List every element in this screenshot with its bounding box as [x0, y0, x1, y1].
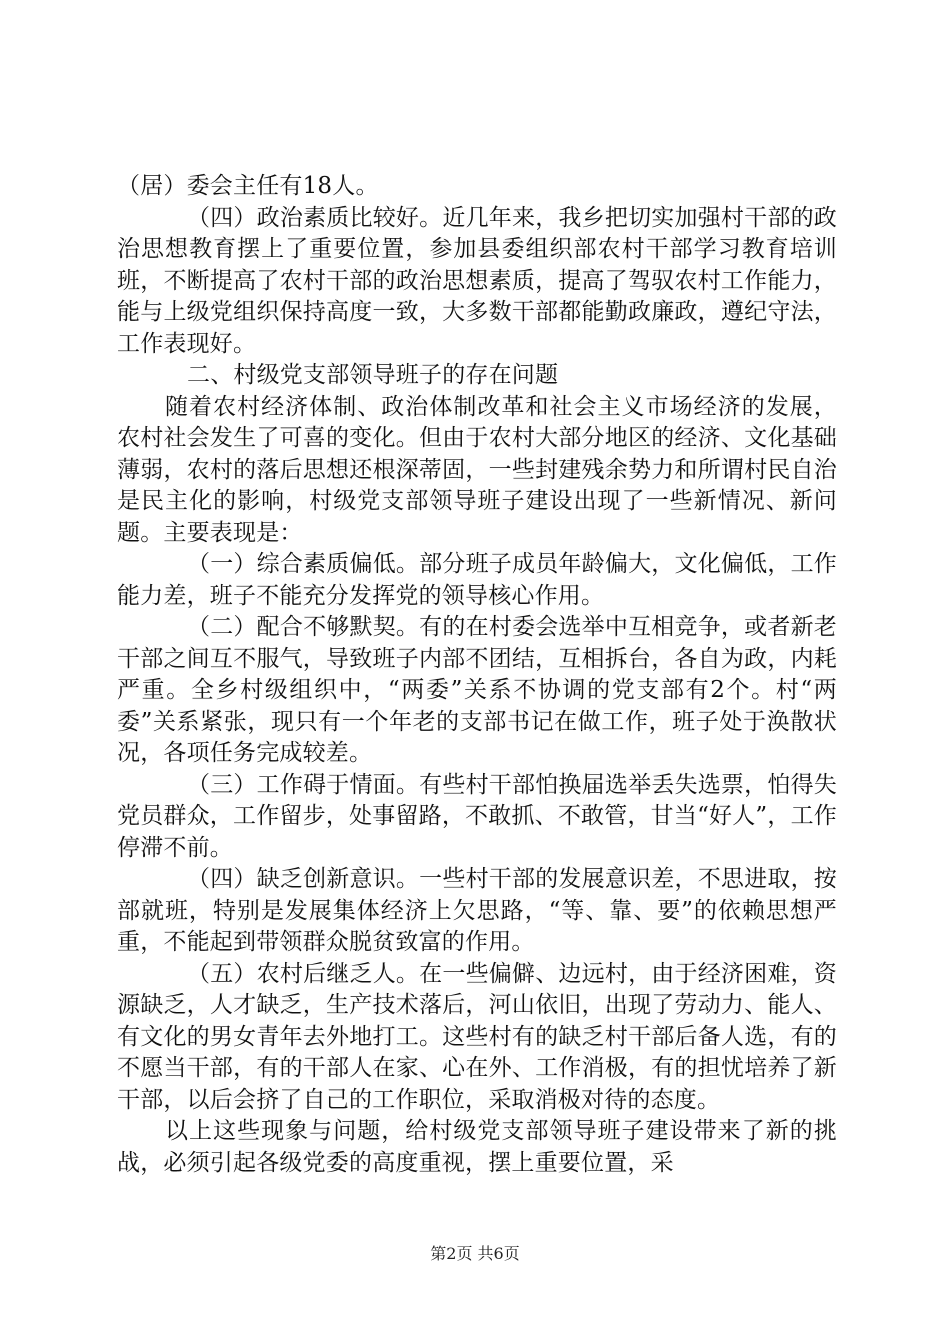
paragraph-background: 随着农村经济体制、政治体制改革和社会主义市场经济的发展，农村社会发生了可喜的变化。但由于农村大部分地区的经济、文化基础薄弱，农村的落后思想还根深蒂固，一些封建残余势力和所谓村民自治是民主化的影响，村级党支部领导班子建设出现了一些新情况、新问题。主要表现是：	[117, 393, 837, 546]
document-body	[117, 171, 837, 1179]
paragraph-summary: 以上这些现象与问题，给村级党支部领导班子建设带来了新的挑战，必须引起各级党委的高度重视，摆上重要位置，采	[117, 1118, 837, 1176]
paragraph-item-3: （三）工作碍于情面。有些村干部怕换届选举丢失选票，怕得失党员群众，工作留步，处事留路，不敢抓、不敢管，甘当“好人”，工作停滞不前。	[117, 771, 837, 861]
paragraph-political-quality: （四）政治素质比较好。近几年来，我乡把切实加强村干部的政治思想教育摆上了重要位置，参加县委组织部农村干部学习教育培训班，不断提高了农村干部的政治思想素质，提高了驾驭农村工作能力，能与上级党组织保持高度一致，大多数干部都能勤政廉政，遵纪守法，工作表现好。	[117, 204, 837, 357]
paragraph-item-1: （一）综合素质偏低。部分班子成员年龄偏大，文化偏低，工作能力差，班子不能充分发挥党的领导核心作用。	[117, 551, 837, 609]
paragraph-continuation: （居）委会主任有18人。	[117, 173, 379, 199]
paragraph-item-2: （二）配合不够默契。有的在村委会选举中互相竞争，或者新老干部之间互不服气，导致班子内部不团结，互相拆台，各自为政，内耗严重。全乡村级组织中，“两委”关系不协调的党支部有2个。村“两委”关系紧张，现只有一个年老的支部书记在做工作，班子处于涣散状况，各项任务完成较差。	[117, 614, 837, 766]
page-number-footer: 第2页 共6页	[430, 1244, 520, 1263]
paragraph-item-4: （四）缺乏创新意识。一些村干部的发展意识差，不思进取，按部就班，特别是发展集体经济上欠思路，“等、靠、要”的依赖思想严重，不能起到带领群众脱贫致富的作用。	[117, 866, 837, 955]
paragraph-item-5: （五）农村后继乏人。在一些偏僻、边远村，由于经济困难，资源缺乏，人才缺乏，生产技术落后，河山依旧，出现了劳动力、能人、有文化的男女青年去外地打工。这些村有的缺乏村干部后备人选，有的不愿当干部，有的干部人在家、心在外、工作消极，有的担忧培养了新干部，以后会挤了自己的工作职位，采取消极对待的态度。	[117, 960, 837, 1113]
section-heading-problems: 二、村级党支部领导班子的存在问题	[187, 362, 559, 388]
